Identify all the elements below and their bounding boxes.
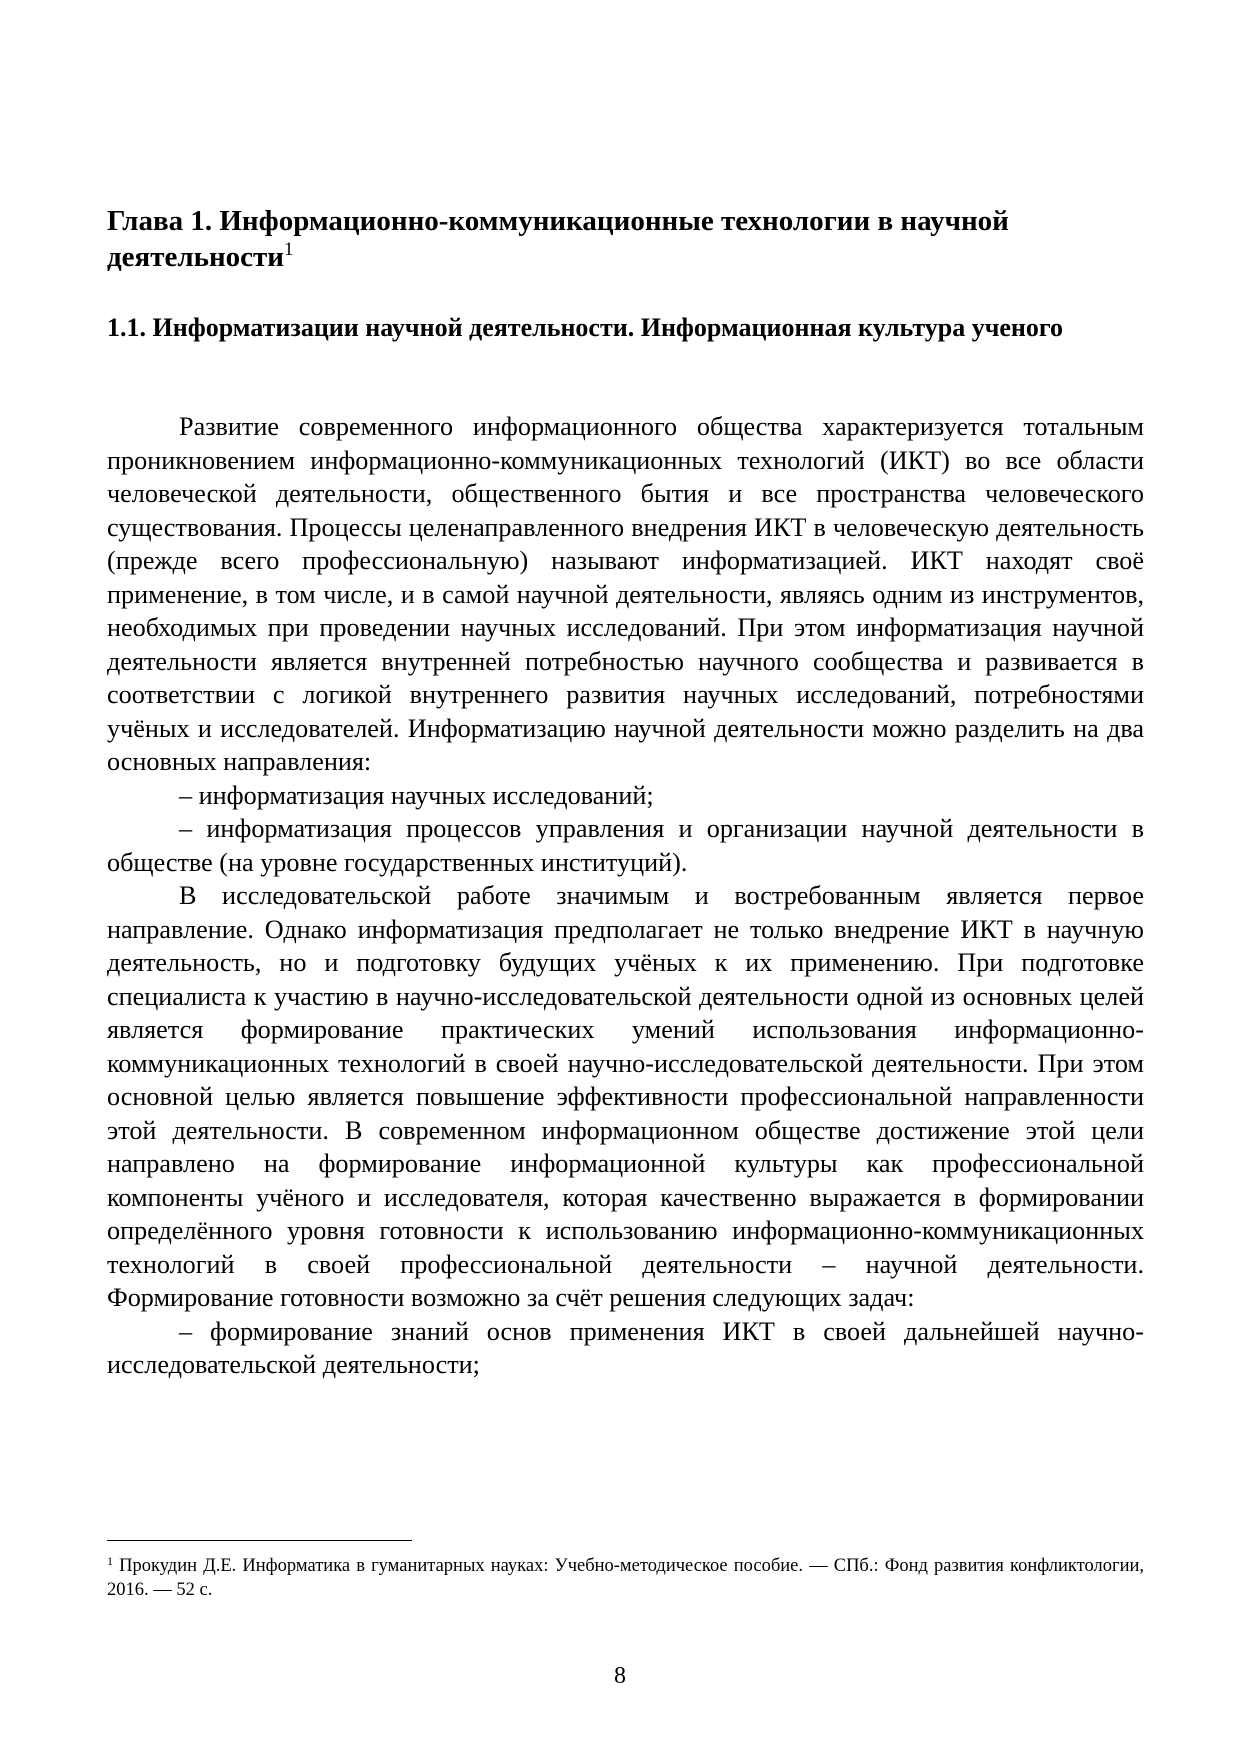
list-item: – информатизация процессов управления и организации научной деятельности в обществе (на уровне государственных институций). — [107, 814, 1144, 877]
chapter-title-text: Глава 1. Информационно-коммуникационные технологии в научной деятельности — [107, 205, 1009, 273]
paragraph: Развитие современного информационного общества характеризуется тотальным проникновением информационно-коммуникационных технологий (ИКТ) во все области человеческой деятельности, общественного бытия и все пространства человеческого существования. Процессы целенаправленного внедрения ИКТ в человеческую деятельность (прежде всего профессиональную) называют информатизацией. ИКТ находят своё применение, в том числе, и в самой научной деятельности, являясь одним из инструментов, необходимых при проведении научных исследований. При этом информатизация научной деятельности является внутренней потребностью научного сообщества и развивается в соответствии с логикой внутреннего развития научных исследований, потребностями учёных и исследователей. Информатизацию научной деятельности можно разделить на два основных направления: — [107, 412, 1144, 776]
footnote-marker: 1 — [107, 1554, 113, 1568]
footnote — [107, 1554, 1144, 1602]
section-title: 1.1. Информатизации научной деятельности. Информационная культура ученого — [107, 313, 1064, 342]
footnote-reference[interactable]: 1 — [284, 239, 294, 260]
footnote-text: Прокудин Д.Е. Информатика в гуманитарных науках: Учебно-методическое пособие. — СПб.: Фонд развития конфликтологии, 2016. — 52 с. — [107, 1556, 1144, 1600]
list-item: – информатизация научных исследований; — [179, 780, 654, 810]
chapter-title — [107, 203, 1147, 275]
body-text — [107, 410, 1144, 1382]
list-item: – формирование знаний основ применения ИКТ в своей дальнейшей научно-исследовательской деятельности; — [107, 1316, 1144, 1379]
footnote-separator — [107, 1540, 412, 1541]
paragraph: В исследовательской работе значимым и востребованным является первое направление. Однако информатизация предполагает не только внедрение ИКТ в научную деятельность, но и подготовку будущих учёных к их применению. При подготовке специалиста к участию в научно-исследовательской деятельности одной из основных целей является формирование практических умений использования информационно-коммуникационных технологий в своей научно-исследовательской деятельности. При этом основной целью является повышение эффективности профессиональной направленности этой деятельности. В современном информационном обществе достижение этой цели направлено на формирование информационной культуры как профессиональной компоненты учёного и исследователя, которая качественно выражается в формировании определённого уровня готовности к использованию информационно-коммуникационных технологий в своей профессиональной деятельности – научной деятельности. Формирование готовности возможно за счёт решения следующих задач: — [107, 881, 1144, 1312]
page-number: 8 — [614, 1663, 626, 1689]
